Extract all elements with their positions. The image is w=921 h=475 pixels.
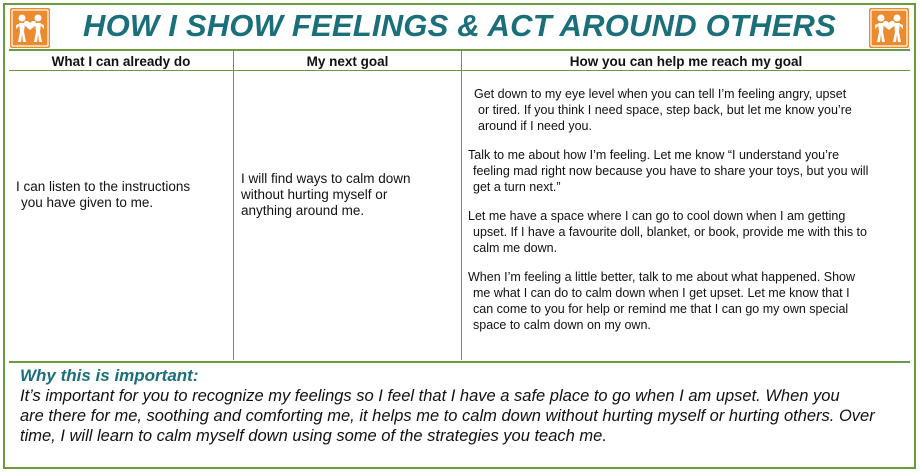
why-important-text (20, 386, 900, 446)
next-goal-line: anything around me. (241, 203, 365, 218)
next-goal-line: without hurting myself or (241, 187, 388, 202)
column-divider (461, 51, 462, 360)
children-holding-hands-icon (10, 8, 50, 48)
goals-table (9, 51, 910, 362)
next-goal-line: I will find ways to calm down (241, 171, 411, 186)
why-important-line: It’s important for you to recognize my feelings so I feel that I have a safe place to go when I am upset. When you (20, 387, 840, 405)
help-paragraph: Talk to me about how I’m feeling. Let me know “I understand you’re feeling mad right now because you have to share your toys, but you will get a turn next.” (468, 148, 869, 194)
help-cell (468, 86, 904, 346)
column-header-next-goal: My next goal (306, 54, 389, 69)
column-header-can-do: What I can already do (51, 54, 191, 69)
section-divider (9, 361, 910, 363)
title-bar (5, 5, 914, 49)
why-important-heading: Why this is important: (20, 366, 199, 385)
why-important-line: time, I will learn to calm myself down using some of the strategies you teach me. (20, 427, 607, 445)
column-header-help: How you can help me reach my goal (569, 54, 803, 69)
help-paragraph: Get down to my eye level when you can tell I’m feeling angry, upset or tired. If you think I need space, step back, but let me know you’re around if I need you. (474, 87, 852, 133)
column-divider (233, 51, 234, 360)
children-holding-hands-icon (869, 8, 909, 48)
help-paragraph: When I’m feeling a little better, talk to me about what happened. Show me what I can do to calm down when I get upset. Let me know that I can come to you for help or remind me that I can go my own special space to calm down on my own. (468, 270, 856, 332)
header-divider (9, 70, 910, 71)
can-do-line: I can listen to the instructions (16, 179, 191, 194)
can-do-line: you have given to me. (21, 195, 154, 210)
why-important-line: are there for me, soothing and comforting me, it helps me to calm down without hurting myself or hurting others. Over (20, 407, 875, 425)
help-paragraph: Let me have a space where I can go to cool down when I am getting upset. If I have a favourite doll, blanket, or book, provide me with this to calm me down. (468, 209, 867, 255)
next-goal-cell (241, 171, 455, 219)
page-title: HOW I SHOW FEELINGS & ACT AROUND OTHERS (83, 8, 836, 43)
why-important-section (9, 365, 910, 465)
can-do-cell (16, 179, 228, 211)
